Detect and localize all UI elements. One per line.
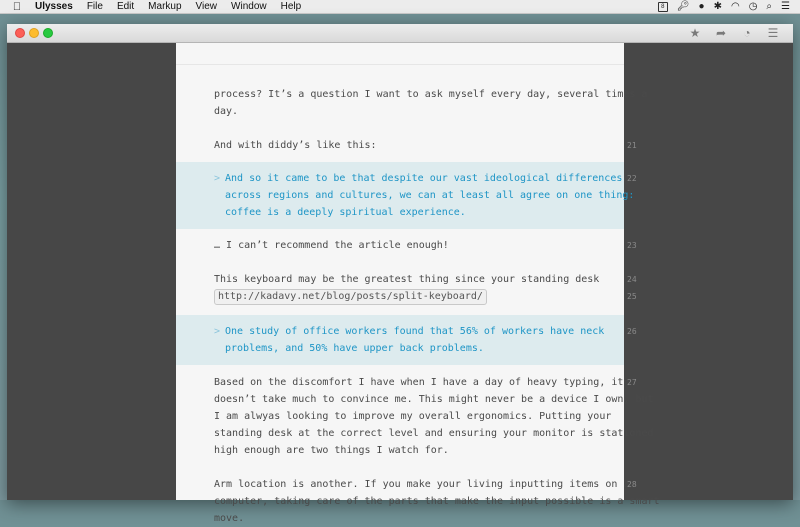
quote-marker-icon: > [214, 173, 221, 184]
text-line: across regions and cultures, we can at least all agree on one thing: [225, 190, 635, 201]
search-icon[interactable]: ⌕ [766, 0, 773, 12]
link-url[interactable]: http://kadavy.net/blog/posts/split-keyboard/ [214, 289, 487, 305]
paragraph-number: 27 [627, 378, 637, 387]
text-line: I am alwyas looking to improve my overall ergonomics. Putting your [214, 411, 612, 422]
text-line: high enough are two things I watch for. [214, 445, 449, 456]
menu-markup[interactable]: Markup [148, 0, 182, 12]
menu-edit[interactable]: Edit [116, 0, 135, 12]
menu-window[interactable]: Window [231, 0, 267, 12]
text-line: … I can’t recommend the article enough! [214, 240, 449, 251]
evernote-icon[interactable]: ● [698, 0, 705, 12]
bluetooth-icon[interactable]: ✱ [713, 0, 722, 12]
text-line: This keyboard may be the greatest thing since your standing desk [214, 274, 600, 285]
star-icon[interactable]: ★ [689, 26, 701, 40]
menu-help[interactable]: Help [280, 0, 302, 12]
text-line: coffee is a deeply spiritual experience. [225, 207, 466, 218]
text-line: day. [214, 106, 239, 117]
text-line: standing desk at the correct level and ensuring your monitor is stationed [214, 428, 654, 439]
menu-file[interactable]: File [86, 0, 103, 12]
text-line: move. [214, 513, 245, 524]
text-line: Based on the discomfort I have when I have a day of heavy typing, it [214, 377, 624, 388]
url-paragraph[interactable] [176, 288, 624, 305]
blockquote[interactable] [176, 315, 624, 365]
paragraph-number: 26 [627, 327, 637, 336]
text-line: And with diddy’s like this: [214, 140, 377, 151]
apple-menu-icon[interactable] [6, 1, 28, 13]
text-line: Arm location is another. If you make your living inputting items on a [214, 479, 630, 490]
calendar-icon[interactable]: 8 [658, 2, 668, 12]
toolbar [689, 26, 779, 40]
paragraph[interactable] [176, 237, 624, 254]
menu-view[interactable]: View [195, 0, 218, 12]
menu-app-name[interactable]: Ulysses [35, 0, 73, 12]
title-bar [7, 24, 793, 43]
menu-bar [0, 0, 800, 14]
menu-status-area [658, 2, 800, 12]
paragraph-number: 22 [627, 174, 637, 183]
paragraph-number: 24 [627, 275, 637, 284]
paragraph-number: 25 [627, 292, 637, 301]
share-icon[interactable]: ➦ [715, 26, 727, 40]
close-button[interactable] [15, 28, 25, 38]
text-line [214, 288, 487, 305]
paragraph-number: 23 [627, 241, 637, 250]
zoom-button[interactable] [43, 28, 53, 38]
paragraph-number: 28 [627, 480, 637, 489]
notification-center-icon[interactable]: ☰ [781, 0, 790, 12]
paragraph[interactable] [176, 271, 624, 288]
text-line: computer, taking care of the parts that make the input possible is a smart [214, 496, 660, 507]
key-icon[interactable]: 🔑︎ [676, 0, 690, 12]
paragraph[interactable] [176, 86, 648, 120]
clock-icon[interactable]: ◷ [748, 0, 758, 12]
text-line: doesn’t take much to convince me. This might never be a device I own, but [214, 394, 654, 405]
stats-icon[interactable]: ◔ [743, 26, 751, 40]
app-window [7, 24, 793, 524]
text-line: process? It’s a question I want to ask myself every day, several times a [214, 89, 648, 100]
paragraph[interactable] [176, 137, 624, 154]
paragraph-number: 21 [627, 141, 637, 150]
wifi-icon[interactable]: ◠ [730, 0, 740, 12]
text-line: And so it came to be that despite our vast ideological differences [225, 173, 623, 184]
text-line: One study of office workers found that 56% of workers have neck [225, 326, 605, 337]
quote-marker-icon: > [214, 326, 221, 337]
list-icon[interactable]: ☰ [767, 26, 779, 40]
minimize-button[interactable] [29, 28, 39, 38]
editor-top-fade [176, 43, 624, 65]
text-line: problems, and 50% have upper back problems. [225, 343, 484, 354]
